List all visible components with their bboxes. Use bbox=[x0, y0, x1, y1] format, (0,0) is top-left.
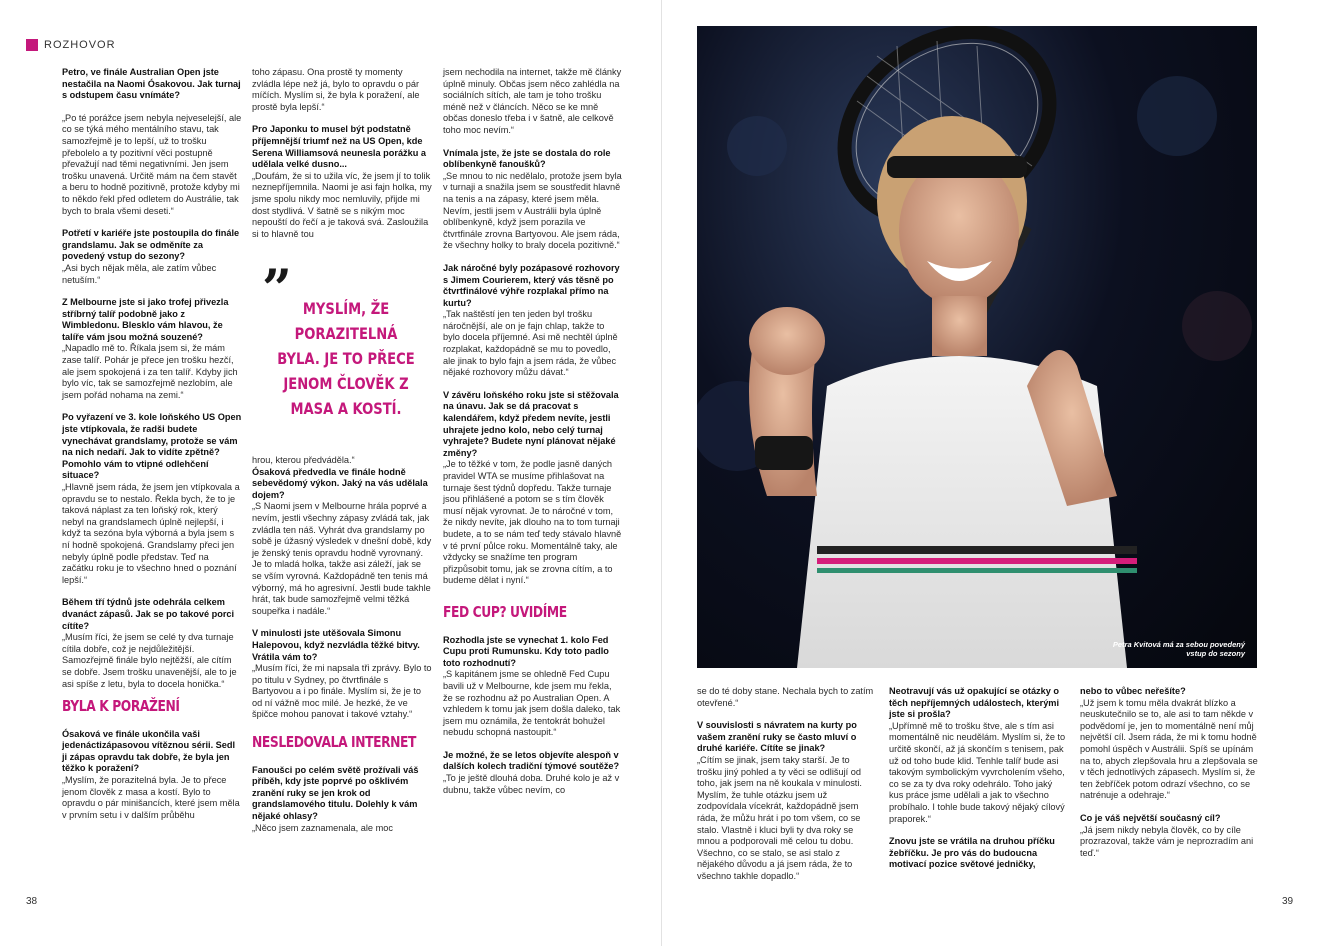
answer: „Musím říci, že jsem se celé ty dva turnaje cítila dobře, což je nejdůležitější. Samozřejmě finále bylo nejtěžší, ale cítím se dobře. Jsem trošku unavenější, ale to je asi spíše z letu, byla to docela honička.“ bbox=[62, 632, 237, 689]
page-number-right: 39 bbox=[1282, 896, 1294, 907]
answer: „Něco jsem zaznamenala, ale moc bbox=[252, 822, 393, 833]
question: Potřetí v kariéře jste postoupila do finále grandslamu. Jak se odměníte za povedený vstup do sezony? bbox=[62, 228, 240, 262]
section-heading: NESLEDOVALA INTERNET bbox=[252, 733, 416, 752]
section-heading: FED CUP? UVIDÍME bbox=[443, 602, 567, 621]
section-label: ROZHOVOR bbox=[44, 39, 116, 51]
question: Z Melbourne jste si jako trofej přivezla stříbrný talíř podobně jako z Wimbledonu. Blesklo vám hlavou, že talíře vám jsou možná souzené? bbox=[62, 297, 229, 342]
section-color-square bbox=[26, 39, 38, 51]
question: V souvislosti s návratem na kurty po vašem zranění ruky se často mluví o druhé kariéře. Cítíte se jinak? bbox=[697, 720, 857, 754]
answer: „Už jsem k tomu měla dvakrát blízko a neuskutečnilo se to, ale asi to tam někde v podvědomí je, jen to momentálně není můj největší cíl. Jsem ráda, že mi k tomu hodně pomohl úspěch v Austrálii. Spíš se upínám na to, abych zlepšovala hru a zlepšovala se v těch jednotlivých zápasech. Myslím si, že ten žebříček potom odrazí všechno, co se natrénuje a odehraje.“ bbox=[1080, 697, 1258, 801]
quote-mark: ” bbox=[262, 259, 292, 320]
answer: „Cítím se jinak, jsem taky starší. Je to trošku jiný pohled a ty věci se odlišují od toho, jak jsem na ně koukala v minulosti. Myslím, že tuhle otázku jsem už zodpovídala vícekrát, každopádně jsem ráda, že můžu hrát i po tom všem, co se stalo. Vlastně i kluci byli ty dva roky se mnou a podporovali mě celou tu dobu. Všechno, co se stalo, se asi stalo z nějakého důvodu a já jsem ráda, že to všechno takhle dopadlo.“ bbox=[697, 754, 862, 881]
question: Pro Japonku to musel být podstatně příjemnější triumf než na US Open, kde Serena Williamsová neunesla porážku a udělala velké dusno... bbox=[252, 124, 427, 170]
question: V závěru loňského roku jste si stěžovala na únavu. Jak se dá pracovat s kalendářem, když předem nevíte, jestli uhrajete jedno kolo, nebo celý turnaj vyhrajete? Budete nyní plánovat nějaké změny? bbox=[443, 389, 619, 458]
question: Ósaková ve finále ukončila vaši jedenáctizápasovou vítěznou sérii. Sedl ji zápas opravdu tak dobře, že byla jen těžko k poražení? bbox=[62, 728, 236, 774]
question: Po vyřazení ve 3. kole loňského US Open jste vtípkovala, že radši budete vynechávat grandslamy, protože se vám na nich nedaří. Jak to vidíte zpětně? Pomohlo vám to vtipné odlehčení situace? bbox=[62, 412, 242, 481]
answer: „Se mnou to nic nedělalo, protože jsem byla v turnaji a snažila jsem se soustředit hlavně na tenis a na zápasy, které jsem měla. Nevím, jestli jsem v Austrálii byla úplně oblíbenkyně, když jsem porazila ve čtvrtfinále zrovna Bartyovou. Ale jsem ráda, že všechny holky to braly docela pozitivně.“ bbox=[443, 170, 622, 251]
column-2-bottom bbox=[252, 455, 432, 845]
answer: hrou, kterou předváděla.“ bbox=[252, 455, 355, 465]
caption-line: vstup do sezony bbox=[1186, 649, 1245, 658]
question: Neotravují vás už opakující se otázky o těch nepříjemných událostech, kterými jste si prošla? bbox=[889, 686, 1060, 720]
question: Ósaková předvedla ve finále hodně sebevědomý výkon. Jaký na vás udělala dojem? bbox=[252, 466, 428, 500]
question: Jak náročné byly pozápasové rozhovory s Jimem Courierem, který vás těsně po čtvrtfinálové výhře rozplakal přímo na kurtu? bbox=[443, 262, 620, 308]
answer: „Asi bych nějak měla, ale zatím vůbec netuším.“ bbox=[62, 262, 217, 285]
question: Vnímala jste, že jste se dostala do role oblíbenkyně fanoušků? bbox=[443, 147, 611, 170]
answer: „S kapitánem jsme se ohledně Fed Cupu bavili už v Melbourne, kde jsem mu řekla, že se rozhodnu až po Australian Open. A vzhledem k tomu jak jsem došla daleko, tak jsem mu oznámila, že tentokrát bohužel nebudu schopná nastoupit.“ bbox=[443, 669, 621, 738]
answer: „Musím říci, že mi napsala tři zprávy. Bylo to po titulu v Sydney, po čtvrtfinále s Bartyovou a i po finále. Myslím si, že je to od ní vážně moc milé. Je hezké, že ve špičce mohou panovat i takové vztahy.“ bbox=[252, 663, 432, 720]
answer: „Je to těžké v tom, že podle jasně daných pravidel WTA se musíme přihlašovat na turnaje šest týdnů dopředu. Takže turnaje jsou přihlášené a potom se s tím člověk musí nějak vyrovnat. Je to náročné v tom, že nikdy nevíte, jak dlouho na to tom turnaji budete, a to se nám teď tedy stávalo hlavně v té první půlce roku. Momentálně taky, ale vždycky se snažíme ten program přizpůsobit tomu, jak se zrovna cítím, a to budeme dělat i nyní.“ bbox=[443, 459, 622, 586]
answer: „Myslím, že porazitelná byla. Je to přece jenom člověk z masa a kostí. Bylo to opravdu o pár minišancích, které jsem měla v prvním setu i v dalším průběhu bbox=[62, 775, 240, 820]
player-illustration bbox=[697, 26, 1257, 668]
column-1 bbox=[62, 67, 242, 832]
answer: „Já jsem nikdy nebyla člověk, co by cíle prozrazoval, takže vám je neprozradím ani teď.“ bbox=[1080, 824, 1254, 858]
column-5 bbox=[889, 686, 1069, 882]
answer: „Tak naštěstí jen ten jeden byl trošku náročnější, ale on je fajn chlap, takže to bylo docela příjemné. Asi mě nechtěl úplně rozplakat, každopádně se mu to povedlo, ale jinak to bylo fajn a jsem ráda, že vůbec nějaké rozhovory můžu dávat.“ bbox=[443, 309, 618, 378]
column-3 bbox=[443, 67, 623, 807]
section-heading: BYLA K PORAŽENÍ bbox=[62, 697, 180, 716]
answer: „Napadlo mě to. Říkala jsem si, že mám zase talíř. Pohár je přece jen trošku hezčí, ale jsem spokojená i za ten talíř. Kdyby jich bylo víc, tak se samozřejmě nezlobím, ale jsem pořád nohama na zemi.“ bbox=[62, 343, 238, 400]
page-number-left: 38 bbox=[26, 896, 38, 907]
page-gutter bbox=[661, 0, 662, 946]
answer: „S Naomi jsem v Melbourne hrála poprvé a nevím, jestli všechny zápasy zvládá tak, jak zvládla ten náš. Vyhrát dva grandslamy po sobě je úžasný výsledek v dnešní době, kdy je ženský tenis opravdu hodně vyrovnaný. Je to mladá holka, takže asi záleží, jak se se vším vyrovná. Každopádně ten tenis má výborný, má ho agresivní. Jestli bude takhle hrát, tak bude samozřejmě velmi těžká soupeřka i nadále.“ bbox=[252, 501, 432, 616]
answer: „Doufám, že si to užila víc, že jsem jí to tolik neznepříjemnila. Naomi je asi fajn holka, my jsme spolu nikdy moc nemluvily, přijde mi dost stydlivá. V šatně se s nikým moc nepouští do řečí a je taková svá. Zasloužila si to hlavně tou bbox=[252, 170, 432, 239]
question: Znovu jste se vrátila na druhou příčku žebříčku. Je pro vás do budoucna motivací pozice světové jedničky, bbox=[889, 836, 1055, 870]
question: Co je váš největší současný cíl? bbox=[1080, 812, 1221, 823]
question: Petro, ve finále Australian Open jste nestačila na Naomi Ósakovou. Jak turnaj s odstupem času vnímáte? bbox=[62, 67, 241, 101]
question: Během tří týdnů jste odehrála celkem dvanáct zápasů. Jak se po takové porci cítíte? bbox=[62, 597, 235, 631]
answer: „Hlavně jsem ráda, že jsem jen vtípkovala a opravdu se to nestalo. Řekla bych, že to je taková náplast za ten loňský rok, který nebyl na grandslamech úplně nejlepší, i když ta sezóna byla výborná a byla jsem s ní hodně spokojená. Grandslamy přeci jen nebyly úplně podle představ. Teď na začátku roku je to všechno hned o poznání lepší.“ bbox=[62, 482, 240, 585]
answer: se do té doby stane. Nechala bych to zatím otevřené.“ bbox=[697, 686, 874, 708]
question: nebo to vůbec neřešíte? bbox=[1080, 686, 1186, 696]
column-6 bbox=[1080, 686, 1258, 870]
column-4 bbox=[697, 686, 877, 894]
player-photo bbox=[697, 26, 1257, 668]
question: Je možné, že se letos objevíte alespoň v dalších kolech tradiční týmové soutěže? bbox=[443, 749, 620, 772]
answer: toho zápasu. Ona prostě ty momenty zvládla lépe než já, bylo to opravdu o pár míčích. Myslím si, že byla k poražení, ale prostě byla lepší.“ bbox=[252, 67, 420, 112]
section-tag bbox=[26, 39, 116, 51]
answer: jsem nechodila na internet, takže mě články úplně minuly. Občas jsem něco zahlédla na sociálních sítích, ale tam je toho trošku méně než v článcích. Něco se ke mně občas doneslo třeba i v šatně, ale celkově toho moc nevím.“ bbox=[443, 67, 622, 135]
question: Fanoušci po celém světě prožívali váš příběh, kdy jste poprvé po ošklivém zranění ruky se jen krok od grandslamového titulu. Dolehly k vám nějaké ohlasy? bbox=[252, 764, 419, 822]
column-2-top bbox=[252, 67, 432, 251]
photo-caption bbox=[1113, 640, 1245, 658]
question: V minulosti jste utěšovala Simonu Halepovou, když nezvládla těžké bitvy. Vrátila vám to? bbox=[252, 628, 420, 662]
answer: „Upřímně mě to trošku štve, ale s tím asi momentálně nic neudělám. Myslím si, že to určitě skončí, až já skončím s tenisem, pak už od toho bude klid. Tenhle talíř bude asi takovým symbolickým vyvrcholením všeho, co se za ty dva roky odehrálo. Toho jaký kus práce jsme udělali a jak to všechno probíhalo. I tohle bude takový nějaký cílový praporek.“ bbox=[889, 720, 1066, 824]
caption-line: Petra Kvitová má za sebou povedený bbox=[1112, 640, 1245, 649]
question: Rozhodla jste se vynechat 1. kolo Fed Cupu proti Rumunsku. Kdy toto padlo toto rozhodnutí? bbox=[443, 634, 609, 668]
pull-quote bbox=[262, 259, 430, 430]
pull-quote-text: MYSLÍM, ŽE PORAZITELNÁ BYLA. JE TO PŘECE JENOM ČLOVĚK Z MASA A KOSTÍ. bbox=[277, 299, 415, 418]
answer: „Po té porážce jsem nebyla nejveselejší, ale co se týká mého mentálního stavu, tak samozřejmě je to lepší, už to trošku přebolelo a ty pozitivní věci postupně převažují nad těmi negativními. Jen jsem trošku unavená. Určitě mám na čem stavět a beru to hodně pozitivně, protože kdyby mi to někdo řekl před odletem do Austrálie, tak bych to brala všemi deseti.“ bbox=[62, 112, 242, 216]
answer: „To je ještě dlouhá doba. Druhé kolo je až v dubnu, takže vůbec nevím, co bbox=[443, 773, 620, 795]
